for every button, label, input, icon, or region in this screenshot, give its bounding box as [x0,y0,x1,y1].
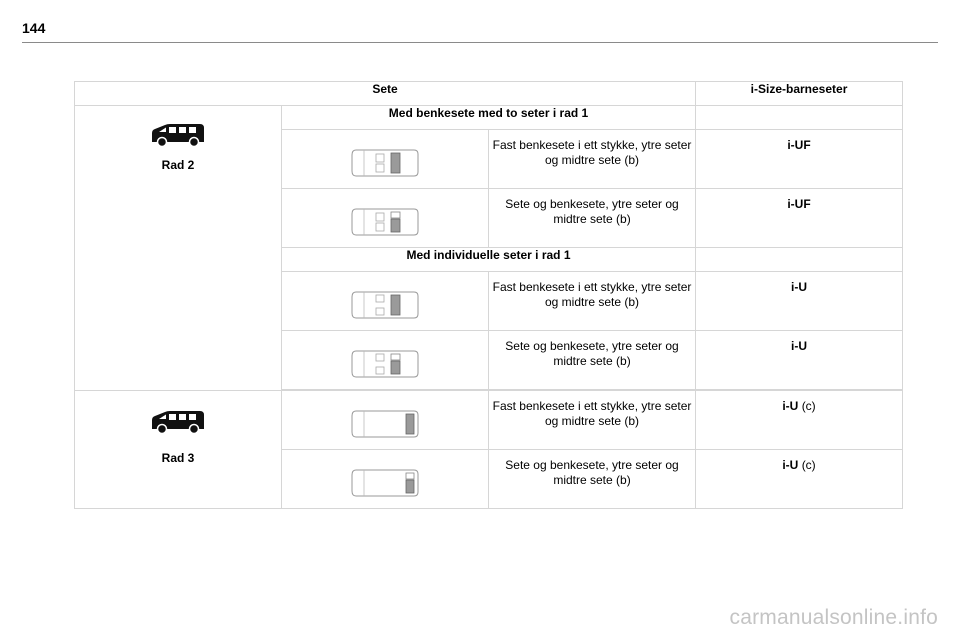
row-desc: Sete og benkesete, ytre seter og midtre sete (b) [489,331,696,390]
row-code [696,331,903,390]
row-code-value: i-UF [787,138,811,152]
group1-title-row [75,106,903,130]
row-desc: Fast benkesete i ett stykke, ytre seter og midtre sete (b) [489,391,696,450]
row-code-value: i-U [782,399,799,413]
header-seat: Sete [75,82,696,106]
seat-diagram [282,391,489,450]
seat-diagram [282,450,489,509]
row-code-value: i-U [782,458,799,472]
group1-title: Med benkesete med to seter i rad 1 [282,106,696,130]
row-code [696,272,903,331]
row-code-note: (c) [801,458,816,472]
row-code-note: (c) [801,399,816,413]
van-icon [75,120,281,152]
row-desc: Fast benkesete i ett stykke, ytre seter og midtre sete (b) [489,272,696,331]
group1-empty [696,106,903,130]
row-code [696,189,903,248]
row-desc: Sete og benkesete, ytre seter og midtre sete (b) [489,189,696,248]
seat-diagram [282,189,489,248]
row-head-rad3 [75,391,282,509]
van-icon [75,407,281,439]
seat-table [74,81,903,509]
row-desc: Fast benkesete i ett stykke, ytre seter og midtre sete (b) [489,130,696,189]
row-label-rad3: Rad 3 [161,451,195,465]
row-label-rad2: Rad 2 [161,158,195,172]
seat-diagram [282,272,489,331]
header-rule [22,42,938,43]
row-desc: Sete og benkesete, ytre seter og midtre sete (b) [489,450,696,509]
row-code [696,450,903,509]
row-code [696,130,903,189]
header-isize: i-Size-barneseter [696,82,903,106]
group2-empty [696,248,903,272]
row-code-value: i-U [791,339,808,353]
row-code [696,391,903,450]
row-head-rad2 [75,106,282,391]
watermark: carmanualsonline.info [729,606,938,629]
table-row [75,391,903,450]
row-code-value: i-U [791,280,808,294]
header-row [75,82,903,106]
seat-diagram [282,130,489,189]
group2-title: Med individuelle seter i rad 1 [282,248,696,272]
page-number: 144 [22,20,46,36]
seat-diagram [282,331,489,390]
row-code-value: i-UF [787,197,811,211]
